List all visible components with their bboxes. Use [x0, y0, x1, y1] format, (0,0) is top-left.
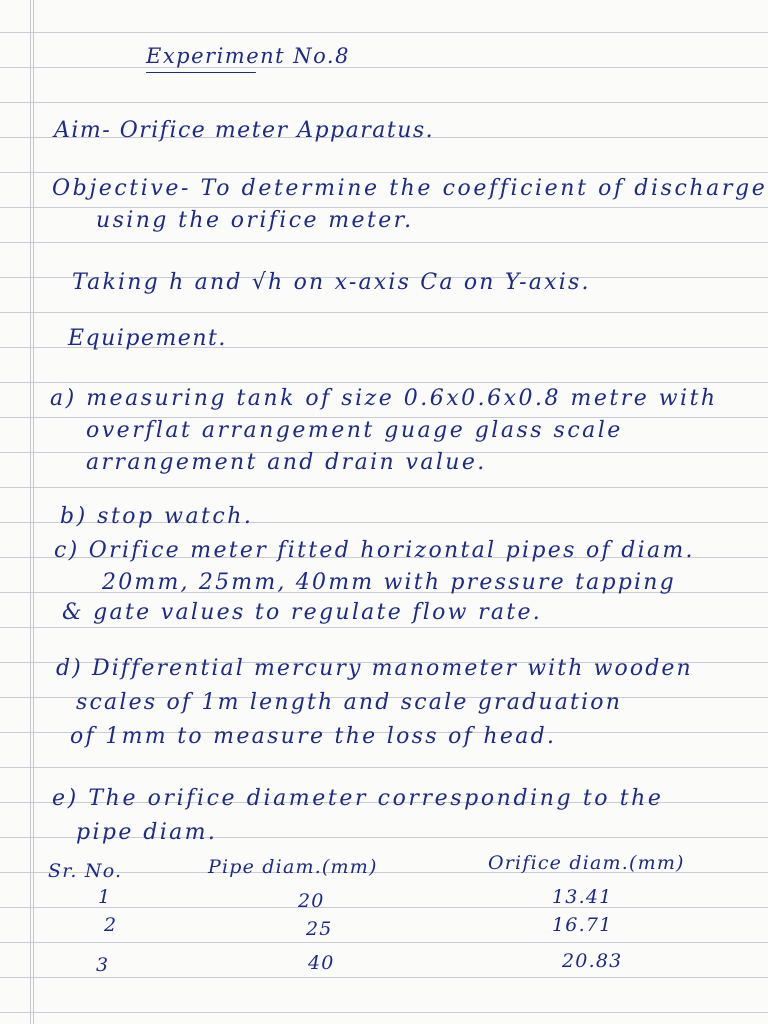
- item-d-line-3: of 1mm to measure the loss of head.: [70, 724, 557, 749]
- objective-line-1: Objective- To determine the coefficient of discharge: [52, 176, 768, 201]
- item-c-line-3: & gate values to regulate flow rate.: [62, 600, 543, 625]
- margin-line: [33, 0, 34, 1024]
- margin-line: [30, 0, 31, 1024]
- item-a-line-2: overflat arrangement guage glass scale: [86, 418, 623, 443]
- table-header-orifice-diam: Orifice diam.(mm): [488, 852, 685, 874]
- objective-line-2: using the orifice meter.: [96, 208, 414, 233]
- item-b-line: b) stop watch.: [60, 504, 254, 529]
- experiment-title: Experiment No.8: [146, 44, 350, 68]
- table-cell: 13.41: [552, 886, 613, 908]
- title-stroke: [146, 72, 256, 73]
- equipment-heading: Equipement.: [68, 326, 227, 351]
- table-cell: 2: [104, 914, 118, 936]
- item-e-line-2: pipe diam.: [76, 820, 218, 845]
- aim-line: Aim- Orifice meter Apparatus.: [54, 118, 435, 143]
- item-d-line-2: scales of 1m length and scale graduation: [76, 690, 623, 715]
- table-cell: 3: [96, 954, 110, 976]
- table-cell: 1: [98, 886, 112, 908]
- table-cell: 40: [308, 952, 335, 974]
- table-header-pipe-diam: Pipe diam.(mm): [208, 856, 378, 878]
- item-e-line-1: e) The orifice diameter corresponding to the: [52, 786, 664, 811]
- item-a-line-3: arrangement and drain value.: [86, 450, 487, 475]
- item-c-line-1: c) Orifice meter fitted horizontal pipes of diam.: [54, 538, 695, 563]
- taking-line: Taking h and √h on x-axis Ca on Y-axis.: [72, 270, 591, 295]
- item-d-line-1: d) Differential mercury manometer with wooden: [56, 656, 693, 681]
- item-a-line-1: a) measuring tank of size 0.6x0.6x0.8 metre with: [50, 386, 718, 411]
- item-c-line-2: 20mm, 25mm, 40mm with pressure tapping: [102, 570, 676, 595]
- table-cell: 20: [298, 890, 325, 912]
- table-cell: 25: [306, 918, 333, 940]
- table-header-sr-no: Sr. No.: [48, 860, 123, 882]
- table-cell: 16.71: [552, 914, 613, 936]
- table-cell: 20.83: [562, 950, 623, 972]
